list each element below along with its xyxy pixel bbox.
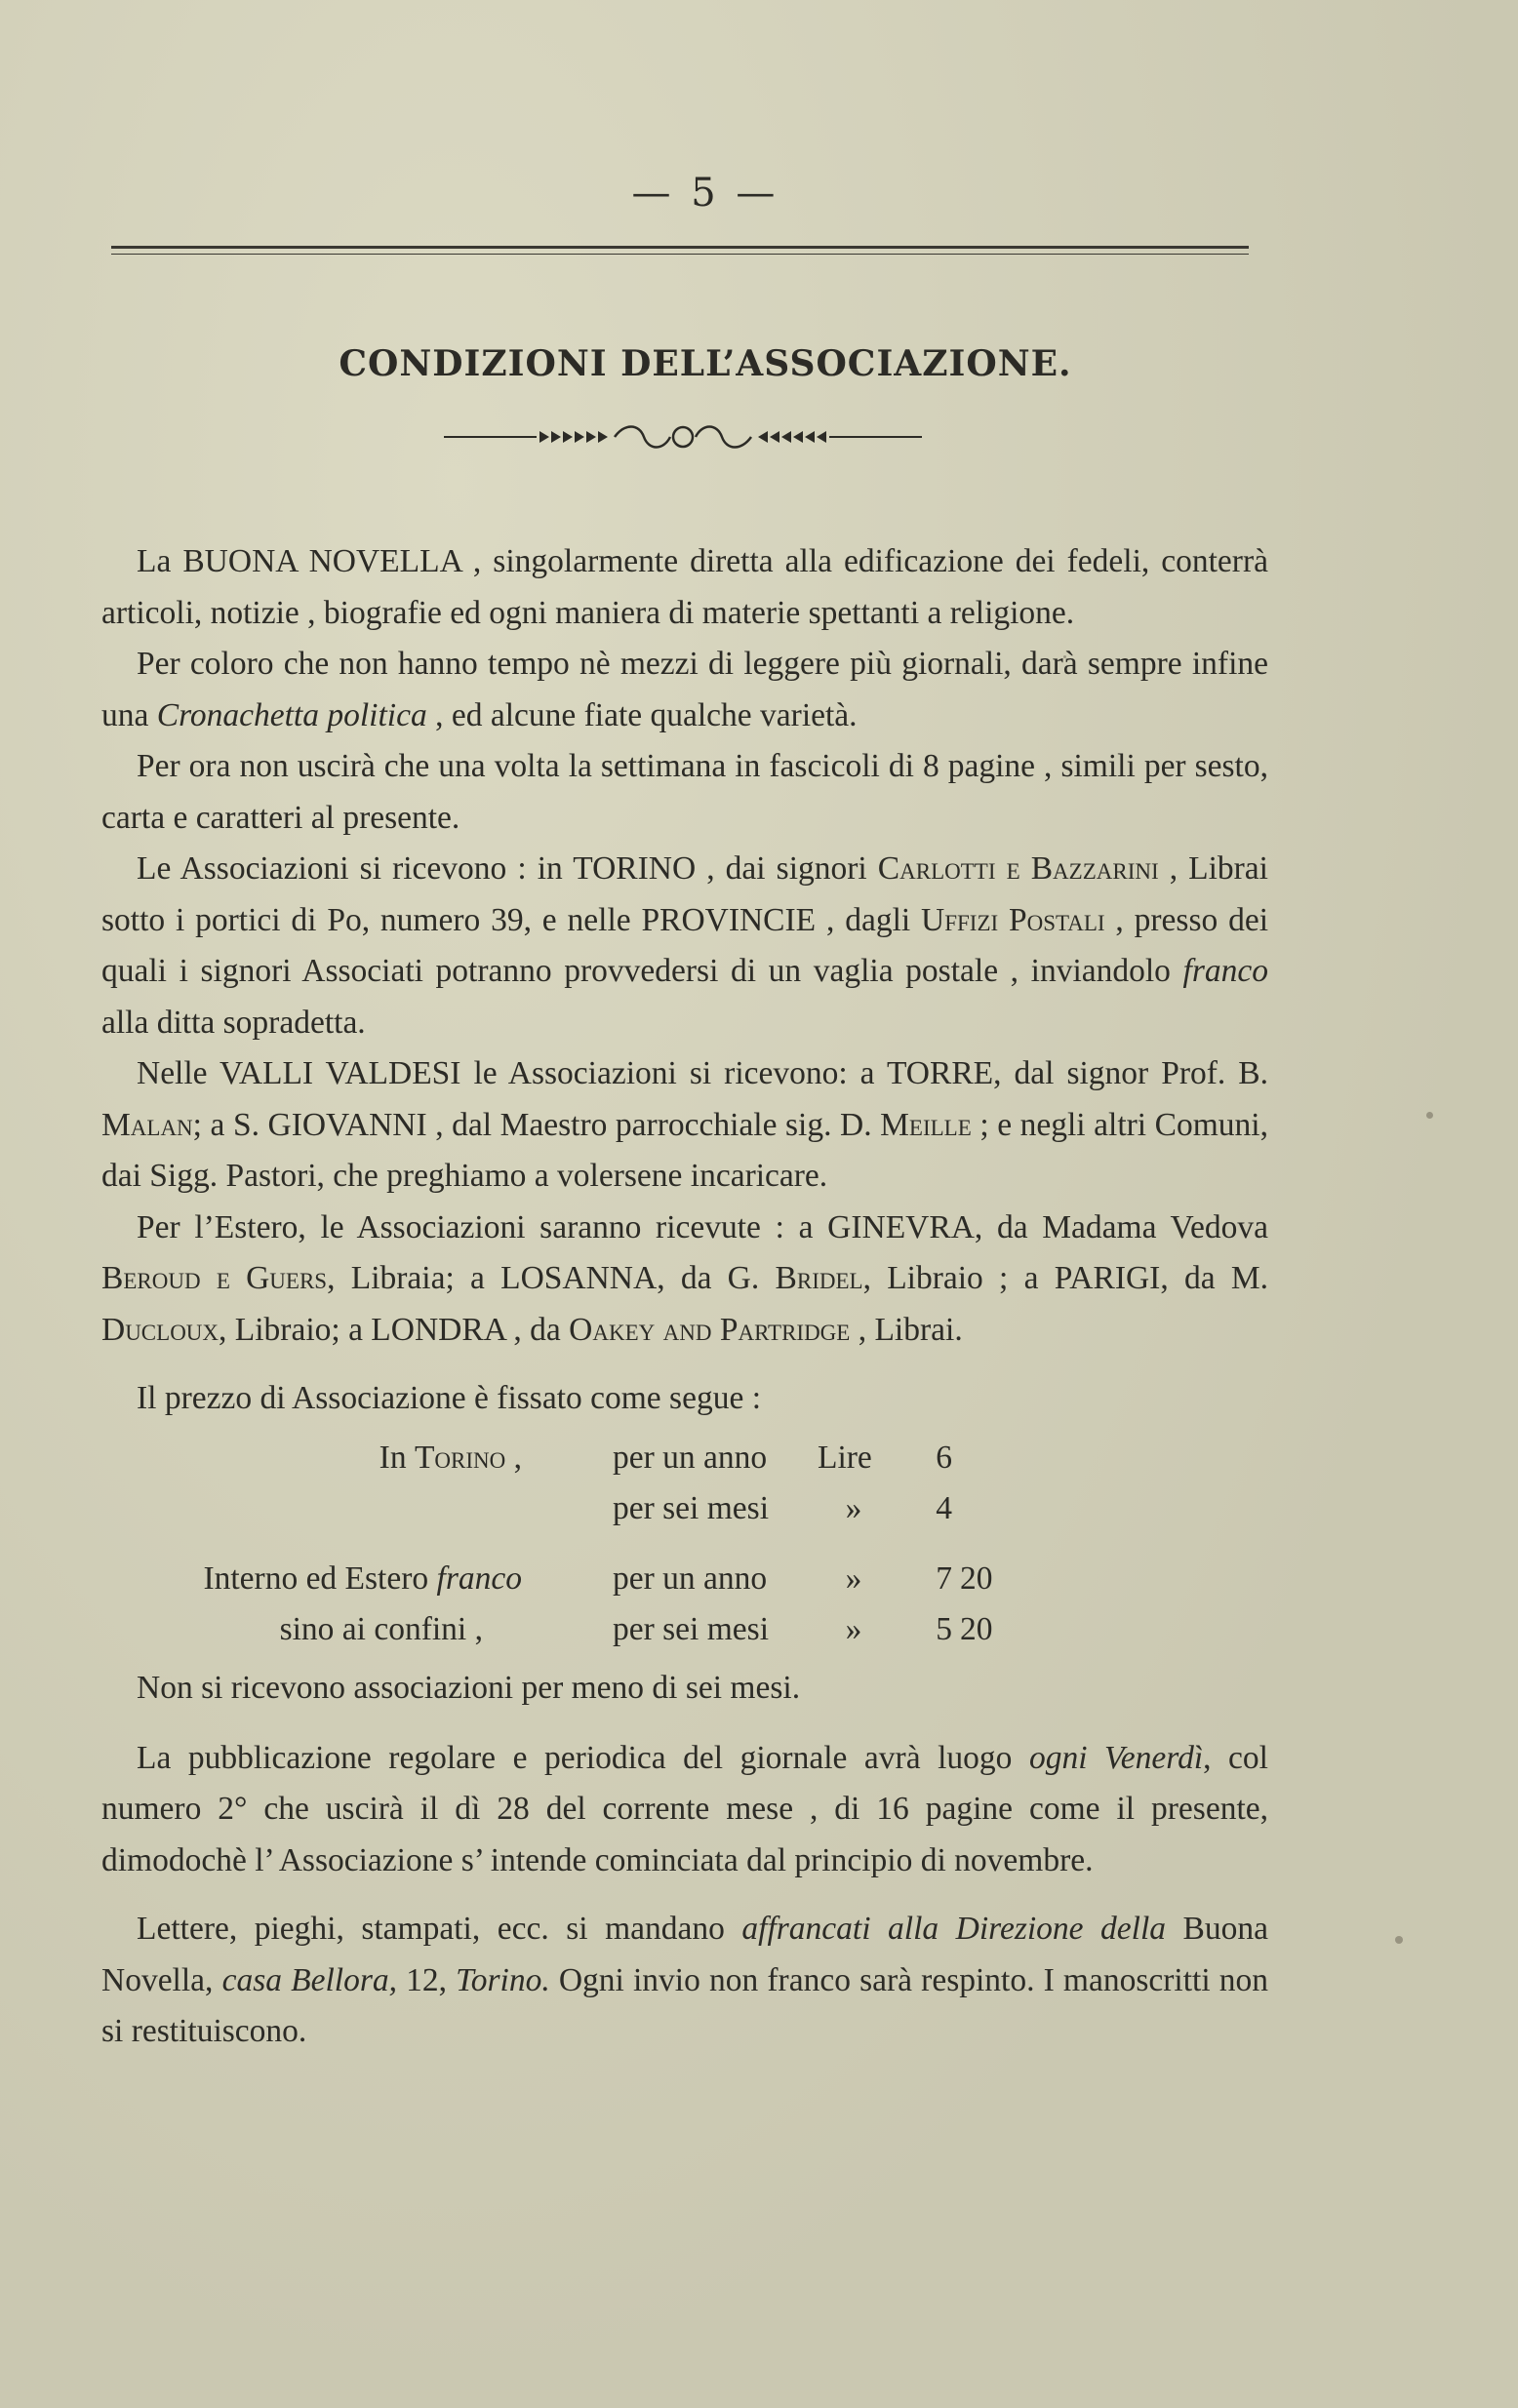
price-lire: 5 xyxy=(936,1610,952,1647)
paper-speck xyxy=(1395,1936,1403,1944)
header-rule-thin xyxy=(111,254,1249,255)
price-cents: 20 xyxy=(960,1559,993,1597)
paragraph-subscriptions-turin: Le Associazioni si ricevono : in TORINO , dai signori Carlotti e Bazzarini , Librai sotto i portici di Po, numero 39, e nelle PROVINCIE , dagli Uffizi Postali , presso dei quali i signori Associati potranno provvedersi di un vaglia postale , inviandolo franco alla ditta sopradetta. xyxy=(101,850,1269,1041)
paragraph-minimum-term: Non si ricevono associazioni per meno di sei mesi. xyxy=(137,1669,801,1706)
paragraph-intro: La BUONA NOVELLA , singolarmente diretta alla edificazione dei fedeli, conterrà articoli, notizie , biografie ed ogni maniera di materie spettanti a religione. xyxy=(101,543,1268,631)
price-term: per un anno xyxy=(613,1439,768,1476)
price-ditto-mark: » xyxy=(845,1489,862,1526)
paragraph-price-intro: Il prezzo di Associazione è fissato come segue : xyxy=(137,1380,762,1416)
header-rule-thick xyxy=(111,246,1249,249)
paragraph-subscriptions-valleys: Nelle VALLI VALDESI le Associazioni si ricevono: a TORRE, dal signor Prof. B. Malan; a S. GIOVANNI , dal Maestro parrocchiale sig. D. Meille ; e negli altri Comuni, dai Sigg. Pastori, che preghiamo a volersene incaricare. xyxy=(101,1055,1268,1194)
paper-speck xyxy=(1063,655,1066,658)
price-cents: 20 xyxy=(960,1610,993,1647)
price-place-abroad: Interno ed Estero franco xyxy=(203,1559,522,1597)
paper-speck xyxy=(1426,1112,1433,1119)
price-term: per un anno xyxy=(613,1559,768,1597)
price-place-borders: sino ai confini , xyxy=(279,1610,483,1647)
price-table xyxy=(101,1433,1268,1716)
body-text xyxy=(101,536,1268,2058)
paragraph-frequency: Per ora non uscirà che una volta la settimana in fascicoli di 8 pagine , simili per sesto, carta e caratteri al presente. xyxy=(101,748,1268,836)
price-term: per sei mesi xyxy=(613,1610,770,1647)
paragraph-correspondence: Lettere, pieghi, stampati, ecc. si mandano affrancati alla Direzione della Buona Novella, casa Bellora, 12, Torino. Ogni invio non franco sarà respinto. I manoscritti non si restituiscono. xyxy=(101,1911,1269,2049)
price-currency: Lire xyxy=(818,1439,872,1476)
price-lire: 7 xyxy=(936,1559,952,1597)
paragraph-politics: Per coloro che non hanno tempo nè mezzi di leggere più giornali, darà sempre infine una Cronachetta politica , ed alcune fiate qualche varietà. xyxy=(101,646,1268,733)
price-ditto-mark: » xyxy=(845,1559,862,1597)
paragraph-subscriptions-abroad: Per l’Estero, le Associazioni saranno ricevute : a GINEVRA, da Madama Vedova Beroud e Guers, Libraia; a LOSANNA, da G. Bridel, Libraio ; a PARIGI, da M. Ducloux, Libraio; a LONDRA , da Oakey and Partridge , Librai. xyxy=(101,1208,1268,1348)
page-number: — 5 — xyxy=(631,171,779,216)
price-ditto-mark: » xyxy=(845,1610,862,1647)
paragraph-publication: La pubblicazione regolare e periodica del giornale avrà luogo ogni Venerdì, col numero 2° che uscirà il dì 28 del corrente mese , di 16 pagine come il presente, dimodochè l’ Associazione s’ intende cominciata dal principio di novembre. xyxy=(101,1739,1268,1878)
section-title: CONDIZIONI DELL’ASSOCIAZIONE. xyxy=(339,343,1072,384)
price-lire: 6 xyxy=(936,1439,952,1476)
ornament-divider xyxy=(444,419,922,454)
price-lire: 4 xyxy=(936,1489,952,1526)
price-term: per sei mesi xyxy=(613,1489,770,1526)
price-place-turin: In Torino , xyxy=(379,1439,522,1476)
